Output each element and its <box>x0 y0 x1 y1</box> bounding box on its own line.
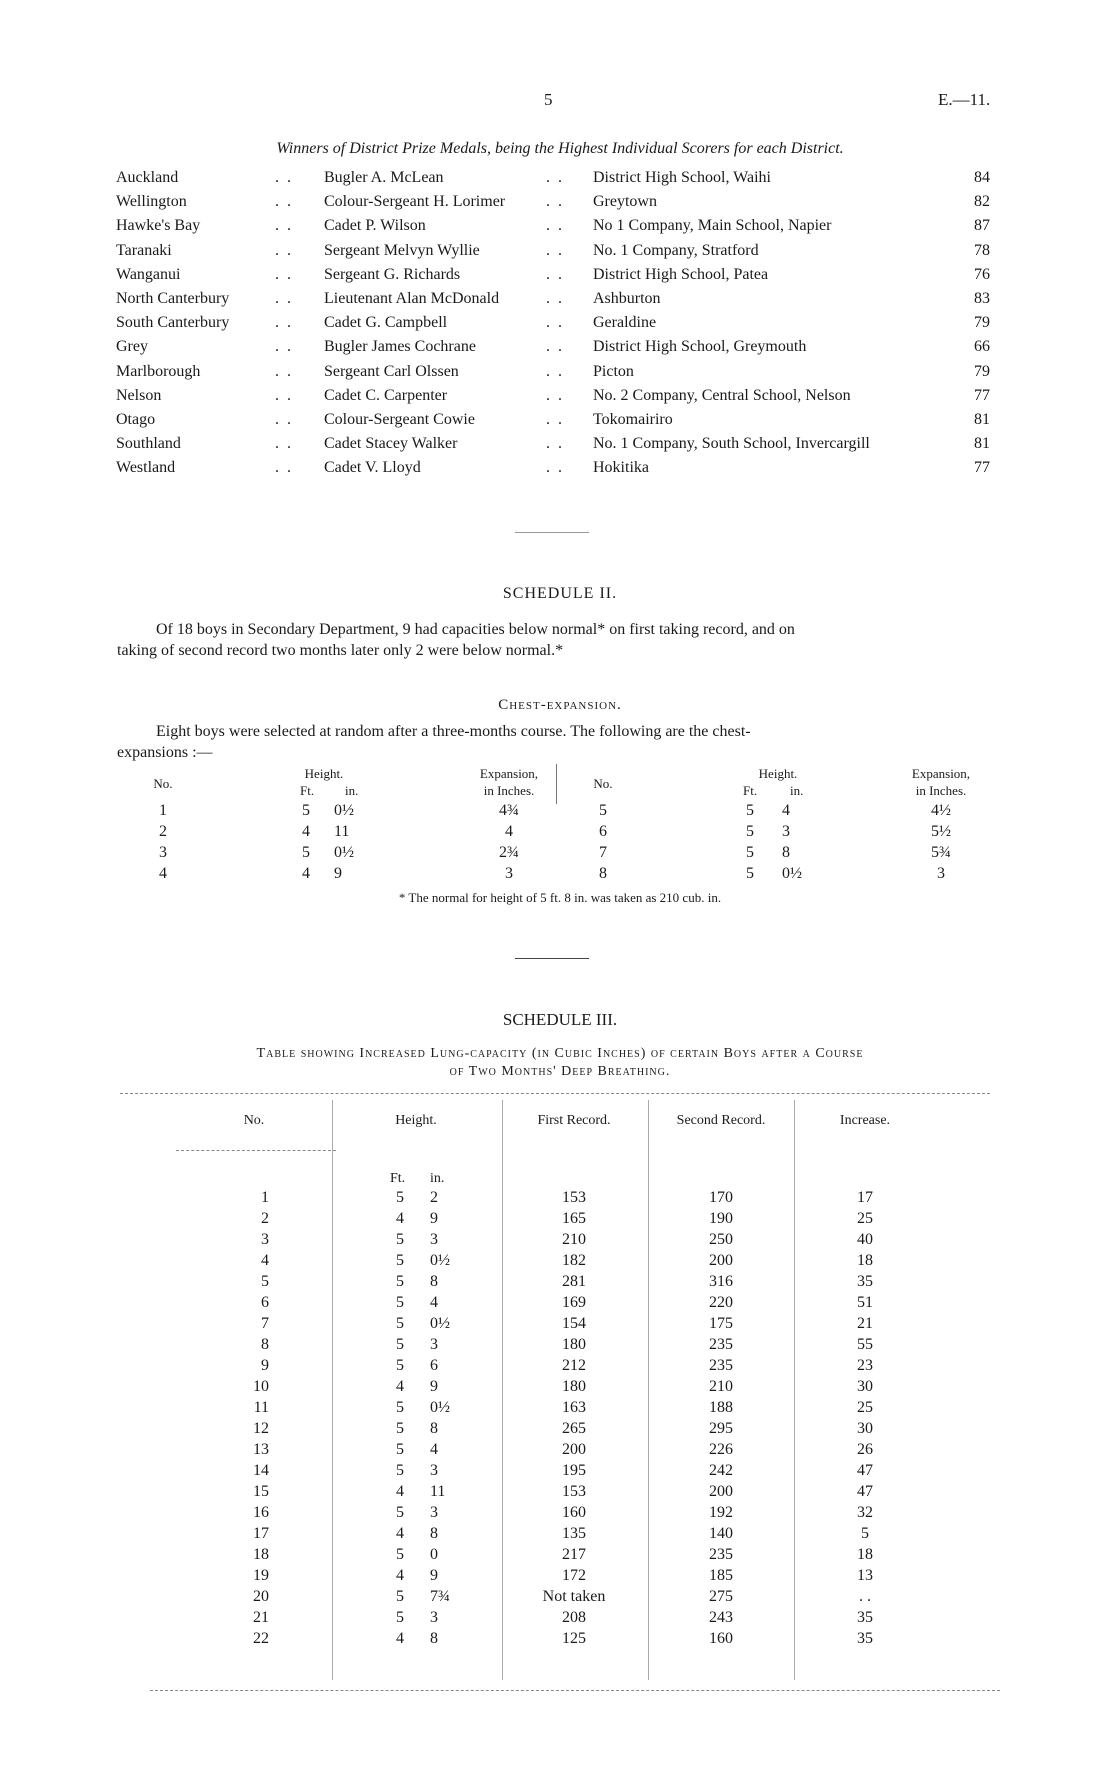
lung-increase: 47 <box>857 1483 873 1500</box>
lung-no: 8 <box>261 1336 269 1353</box>
medal-winner: Sergeant Carl Olssen <box>324 362 459 380</box>
leader-dots: . . <box>546 217 564 235</box>
leader-dots: . . <box>275 290 293 307</box>
chest-in: 0½ <box>782 865 802 882</box>
medal-school: No. 2 Company, Central School, Nelson <box>593 386 851 404</box>
lung-ft: 5 <box>396 1609 404 1626</box>
leader-dots: . . <box>275 217 293 235</box>
medals-title: Winners of District Prize Medals, being the Highest Individual Scorers for each District. <box>276 140 844 157</box>
lung-increase: 17 <box>857 1189 873 1206</box>
medal-district: Nelson <box>116 386 162 404</box>
lung-no: 19 <box>253 1567 269 1584</box>
lung-second-record: 295 <box>709 1420 733 1437</box>
lung-ft: 4 <box>396 1630 404 1647</box>
medal-winner: Colour-Sergeant H. Lorimer <box>324 193 506 211</box>
lung-increase: 26 <box>857 1441 873 1458</box>
leader-dots: . . <box>275 362 293 380</box>
lung-ft: 5 <box>396 1504 404 1521</box>
lung-col-no: No. <box>243 1113 265 1128</box>
chest-ft: 5 <box>746 802 754 819</box>
header-underline <box>176 1150 336 1151</box>
lung-ft: 5 <box>396 1462 404 1479</box>
lung-first-record: Not taken <box>542 1588 606 1605</box>
chest-expansion-heading: Chest-expansion. <box>498 697 622 713</box>
medal-winner: Sergeant Melvyn Wyllie <box>324 241 480 259</box>
lung-no: 15 <box>253 1483 269 1500</box>
lung-in: 9 <box>430 1567 438 1584</box>
lung-increase: 25 <box>857 1399 873 1416</box>
lung-increase: 18 <box>857 1252 873 1269</box>
lung-increase: 35 <box>857 1609 873 1626</box>
medal-score: 66 <box>974 338 990 356</box>
medal-winner: Colour-Sergeant Cowie <box>324 411 475 428</box>
medal-district: Hawke's Bay <box>116 217 201 235</box>
document-reference: E.—11. <box>938 90 991 109</box>
leader-dots: . . <box>546 290 564 307</box>
medal-score: 81 <box>974 435 990 453</box>
medal-school: Geraldine <box>593 314 657 332</box>
lung-second-record: 140 <box>709 1525 733 1542</box>
lung-in: 7¾ <box>430 1588 450 1605</box>
schedule-3-heading: SCHEDULE III. <box>502 1010 618 1029</box>
lung-second-record: 210 <box>709 1378 733 1395</box>
lung-second-record: 316 <box>709 1273 733 1290</box>
table-top-rule <box>120 1093 990 1094</box>
medal-district: Otago <box>116 411 156 428</box>
lung-in: 3 <box>430 1231 438 1248</box>
lung-ft: 5 <box>396 1357 404 1374</box>
medal-school: Hokitika <box>593 459 649 477</box>
lung-in: 2 <box>430 1189 438 1206</box>
medal-school: District High School, Waihi <box>593 169 771 186</box>
schedule-2-paragraph-line-1: Of 18 boys in Secondary Department, 9 had capacities below normal* on first taking record, and on <box>156 621 795 638</box>
chest-no: 1 <box>159 802 167 819</box>
lung-first-record: 160 <box>562 1504 586 1521</box>
lung-no: 5 <box>261 1273 269 1290</box>
lung-no: 17 <box>253 1525 269 1542</box>
medal-school: No. 1 Company, Stratford <box>593 241 759 259</box>
leader-dots: . . <box>275 459 293 477</box>
lung-in: 0½ <box>430 1252 450 1269</box>
lung-increase: 32 <box>857 1504 873 1521</box>
lung-second-record: 275 <box>709 1588 733 1605</box>
lung-second-record: 188 <box>709 1399 733 1416</box>
schedule-2-paragraph-line-2: taking of second record two months later only 2 were below normal.* <box>117 642 564 659</box>
lung-col-first-record: First Record. <box>537 1113 611 1128</box>
lung-in: 9 <box>430 1378 438 1395</box>
lung-increase: 21 <box>857 1315 873 1332</box>
chest-in: 9 <box>334 865 342 882</box>
medal-winner: Cadet C. Carpenter <box>324 386 448 404</box>
lung-increase: 18 <box>857 1546 873 1563</box>
lung-second-record: 170 <box>709 1189 733 1206</box>
lung-increase: 35 <box>857 1273 873 1290</box>
lung-first-record: 182 <box>562 1252 586 1269</box>
chest-ft: 5 <box>302 802 310 819</box>
chest-col-height: Height. <box>304 766 344 781</box>
lung-first-record: 200 <box>562 1441 586 1458</box>
lung-second-record: 243 <box>709 1609 733 1626</box>
lung-increase: 13 <box>857 1567 873 1584</box>
lung-increase: 30 <box>857 1420 873 1437</box>
lung-first-record: 195 <box>562 1462 586 1479</box>
medal-winner: Cadet P. Wilson <box>324 217 426 235</box>
leader-dots: . . <box>546 386 564 404</box>
lung-ft: 5 <box>396 1231 404 1248</box>
chest-col-expansion-right: Expansion, <box>911 766 971 781</box>
lung-first-record: 180 <box>562 1378 586 1395</box>
chest-no: 4 <box>159 865 167 882</box>
lung-ft: 5 <box>396 1315 404 1332</box>
chest-col-height-right: Height. <box>758 766 798 781</box>
leader-dots: . . <box>275 435 293 453</box>
leader-dots: . . <box>546 169 564 186</box>
lung-ft: 5 <box>396 1399 404 1416</box>
lung-ft: 5 <box>396 1546 404 1563</box>
section-divider <box>515 532 589 533</box>
medal-district: Taranaki <box>116 241 172 259</box>
chest-expansion: 5½ <box>931 823 951 840</box>
leader-dots: . . <box>275 411 293 428</box>
lung-no: 4 <box>261 1252 269 1269</box>
table-bottom-rule <box>150 1690 1000 1691</box>
leader-dots: . . <box>546 241 564 259</box>
chest-expansion-line-2: expansions :— <box>117 744 213 761</box>
lung-first-record: 217 <box>562 1546 586 1563</box>
medal-score: 84 <box>974 169 990 186</box>
chest-expansion: 4½ <box>931 802 951 819</box>
leader-dots: . . <box>546 435 564 453</box>
lung-first-record: 281 <box>562 1273 586 1290</box>
lung-first-record: 208 <box>562 1609 586 1626</box>
chest-no: 6 <box>599 823 607 840</box>
lung-ft: 5 <box>396 1336 404 1353</box>
lung-no: 20 <box>253 1588 269 1605</box>
lung-first-record: 153 <box>562 1483 586 1500</box>
lung-increase: 55 <box>857 1336 873 1353</box>
lung-in: 9 <box>430 1210 438 1227</box>
lung-first-record: 135 <box>562 1525 586 1542</box>
medal-score: 87 <box>974 217 990 235</box>
lung-divider-4 <box>794 1100 795 1680</box>
lung-unit-in: in. <box>430 1171 445 1186</box>
chest-expansion: 4 <box>505 823 513 840</box>
chest-in: 0½ <box>334 802 354 819</box>
lung-first-record: 265 <box>562 1420 586 1437</box>
chest-expansion: 5¾ <box>931 844 951 861</box>
chest-col-expansion: Expansion, <box>479 766 539 781</box>
medal-score: 76 <box>974 265 990 283</box>
medal-school: District High School, Patea <box>593 265 769 283</box>
lung-no: 3 <box>261 1231 269 1248</box>
chest-col-no-right: No. <box>593 776 613 791</box>
chest-col-ft-right: Ft. <box>743 783 758 798</box>
chest-col-no: No. <box>153 776 173 791</box>
lung-in: 3 <box>430 1504 438 1521</box>
chest-no: 2 <box>159 823 167 840</box>
leader-dots: . . <box>546 338 564 356</box>
page-number: 5 <box>544 90 553 109</box>
medal-school: Ashburton <box>593 290 661 307</box>
lung-first-record: 169 <box>562 1294 586 1311</box>
lung-in: 8 <box>430 1420 438 1437</box>
lung-ft: 5 <box>396 1252 404 1269</box>
leader-dots: . . <box>546 265 564 283</box>
chest-in: 11 <box>334 823 350 840</box>
lung-no: 16 <box>253 1504 269 1521</box>
medal-winner: Bugler James Cochrane <box>324 338 476 356</box>
chest-in: 8 <box>782 844 790 861</box>
chest-column-divider <box>556 764 557 804</box>
medal-winner: Cadet G. Campbell <box>324 314 448 332</box>
lung-increase: 40 <box>857 1231 873 1248</box>
leader-dots: . . <box>275 314 293 332</box>
leader-dots: . . <box>275 193 293 211</box>
chest-no: 8 <box>599 865 607 882</box>
chest-ft: 5 <box>746 844 754 861</box>
lung-no: 18 <box>253 1546 269 1563</box>
lung-no: 2 <box>261 1210 269 1227</box>
lung-increase: 51 <box>857 1294 873 1311</box>
lung-ft: 5 <box>396 1294 404 1311</box>
lung-increase: 23 <box>857 1357 873 1374</box>
lung-col-increase: Increase. <box>839 1113 891 1128</box>
lung-no: 10 <box>253 1378 269 1395</box>
chest-in: 3 <box>782 823 790 840</box>
lung-first-record: 153 <box>562 1189 586 1206</box>
lung-in: 0 <box>430 1546 438 1563</box>
medal-score: 81 <box>974 411 990 428</box>
lung-second-record: 200 <box>709 1252 733 1269</box>
lung-ft: 5 <box>396 1273 404 1290</box>
chest-in: 0½ <box>334 844 354 861</box>
lung-no: 14 <box>253 1462 269 1479</box>
lung-in: 3 <box>430 1462 438 1479</box>
medal-school: Greytown <box>593 193 657 211</box>
medal-district: North Canterbury <box>116 290 230 307</box>
lung-in: 4 <box>430 1441 438 1458</box>
medal-score: 77 <box>974 386 990 404</box>
lung-divider-1 <box>332 1100 333 1680</box>
schedule-3-title-line-1: Table showing Increased Lung-capacity (in Cubic Inches) of certain Boys after a Course <box>256 1046 864 1061</box>
lung-unit-ft: Ft. <box>390 1171 406 1186</box>
lung-in: 8 <box>430 1630 438 1647</box>
chest-col-ft: Ft. <box>300 783 315 798</box>
medal-winner: Cadet V. Lloyd <box>324 459 421 477</box>
lung-no: 6 <box>261 1294 269 1311</box>
lung-ft: 5 <box>396 1588 404 1605</box>
medal-district: Auckland <box>116 169 179 186</box>
lung-no: 11 <box>253 1399 269 1416</box>
chest-col-expansion-unit-right: in Inches. <box>915 783 967 798</box>
lung-col-second-record: Second Record. <box>676 1113 766 1128</box>
lung-second-record: 235 <box>709 1336 733 1353</box>
leader-dots: . . <box>275 169 293 186</box>
lung-second-record: 185 <box>709 1567 733 1584</box>
lung-second-record: 235 <box>709 1546 733 1563</box>
chest-no: 5 <box>599 802 607 819</box>
lung-in: 3 <box>430 1609 438 1626</box>
chest-expansion: 4¾ <box>499 802 519 819</box>
chest-no: 3 <box>159 844 167 861</box>
lung-second-record: 175 <box>709 1315 733 1332</box>
medal-score: 79 <box>974 314 990 332</box>
chest-no: 7 <box>599 844 607 861</box>
chest-col-expansion-unit: in Inches. <box>483 783 535 798</box>
lung-first-record: 212 <box>562 1357 586 1374</box>
leader-dots: . . <box>546 314 564 332</box>
medal-score: 78 <box>974 241 990 259</box>
lung-second-record: 190 <box>709 1210 733 1227</box>
lung-ft: 5 <box>396 1441 404 1458</box>
medal-score: 79 <box>974 362 990 380</box>
medal-winner: Cadet Stacey Walker <box>324 435 458 453</box>
chest-ft: 4 <box>302 823 310 840</box>
lung-first-record: 154 <box>562 1315 586 1332</box>
medal-winner: Sergeant G. Richards <box>324 265 461 283</box>
chest-expansion: 3 <box>937 865 945 882</box>
chest-col-in: in. <box>345 783 359 798</box>
lung-in: 6 <box>430 1357 438 1374</box>
lung-divider-3 <box>648 1100 649 1680</box>
lung-no: 22 <box>253 1630 269 1647</box>
leader-dots: . . <box>275 338 293 356</box>
leader-dots: . . <box>546 459 564 477</box>
medal-school: District High School, Greymouth <box>593 338 807 356</box>
lung-ft: 5 <box>396 1189 404 1206</box>
lung-ft: 5 <box>396 1420 404 1437</box>
leader-dots: . . <box>546 411 564 428</box>
lung-second-record: 160 <box>709 1630 733 1647</box>
lung-no: 1 <box>261 1189 269 1206</box>
lung-increase: 47 <box>857 1462 873 1479</box>
lung-ft: 4 <box>396 1525 404 1542</box>
leader-dots: . . <box>275 386 293 404</box>
lung-in: 11 <box>430 1483 446 1500</box>
medal-district: Westland <box>116 459 176 477</box>
lung-increase: 30 <box>857 1378 873 1395</box>
section-divider-2 <box>515 958 589 959</box>
lung-increase: 35 <box>857 1630 873 1647</box>
medal-score: 77 <box>974 459 990 477</box>
lung-in: 0½ <box>430 1399 450 1416</box>
lung-second-record: 192 <box>709 1504 733 1521</box>
chest-expansion: 3 <box>505 865 513 882</box>
lung-increase: . . <box>859 1588 871 1605</box>
lung-second-record: 250 <box>709 1231 733 1248</box>
schedule-2-heading: SCHEDULE II. <box>502 585 618 602</box>
lung-no: 12 <box>253 1420 269 1437</box>
lung-in: 4 <box>430 1294 438 1311</box>
lung-ft: 4 <box>396 1567 404 1584</box>
medal-district: Southland <box>116 435 181 453</box>
lung-second-record: 242 <box>709 1462 733 1479</box>
medal-school: No 1 Company, Main School, Napier <box>593 217 832 235</box>
medal-district: Marlborough <box>116 362 201 380</box>
chest-expansion: 2¾ <box>499 844 519 861</box>
lung-no: 7 <box>261 1315 269 1332</box>
chest-expansion-line-1: Eight boys were selected at random after a three-months course. The following are the chest- <box>156 723 751 740</box>
lung-no: 9 <box>261 1357 269 1374</box>
chest-in: 4 <box>782 802 790 819</box>
lung-first-record: 180 <box>562 1336 586 1353</box>
lung-first-record: 172 <box>562 1567 586 1584</box>
medal-winner: Lieutenant Alan McDonald <box>324 290 500 307</box>
medal-winner: Bugler A. McLean <box>324 169 444 186</box>
lung-increase: 5 <box>861 1525 869 1542</box>
lung-in: 8 <box>430 1273 438 1290</box>
leader-dots: . . <box>546 362 564 380</box>
lung-second-record: 235 <box>709 1357 733 1374</box>
lung-first-record: 210 <box>562 1231 586 1248</box>
chest-ft: 5 <box>746 865 754 882</box>
lung-ft: 4 <box>396 1483 404 1500</box>
chest-ft: 5 <box>746 823 754 840</box>
lung-first-record: 165 <box>562 1210 586 1227</box>
lung-second-record: 220 <box>709 1294 733 1311</box>
medal-school: Tokomairiro <box>593 411 673 428</box>
leader-dots: . . <box>546 193 564 211</box>
lung-no: 13 <box>253 1441 269 1458</box>
medal-score: 82 <box>974 193 990 211</box>
lung-second-record: 200 <box>709 1483 733 1500</box>
chest-col-in-right: in. <box>790 783 804 798</box>
leader-dots: . . <box>275 241 293 259</box>
medal-district: Wellington <box>116 193 187 211</box>
chest-ft: 5 <box>302 844 310 861</box>
lung-in: 8 <box>430 1525 438 1542</box>
lung-divider-2 <box>502 1100 503 1680</box>
lung-ft: 4 <box>396 1210 404 1227</box>
schedule-3-title-line-2: of Two Months' Deep Breathing. <box>449 1064 671 1079</box>
lung-increase: 25 <box>857 1210 873 1227</box>
chest-ft: 4 <box>302 865 310 882</box>
lung-second-record: 226 <box>709 1441 733 1458</box>
medal-district: Wanganui <box>116 265 181 283</box>
lung-col-height: Height. <box>395 1113 437 1128</box>
lung-first-record: 163 <box>562 1399 586 1416</box>
medal-school: No. 1 Company, South School, Invercargill <box>593 435 870 453</box>
lung-in: 3 <box>430 1336 438 1353</box>
medal-district: Grey <box>116 338 148 356</box>
medal-score: 83 <box>974 290 990 307</box>
lung-in: 0½ <box>430 1315 450 1332</box>
lung-no: 21 <box>253 1609 269 1626</box>
leader-dots: . . <box>275 265 293 283</box>
schedule-2-footnote: * The normal for height of 5 ft. 8 in. was taken as 210 cub. in. <box>398 890 722 905</box>
medal-school: Picton <box>593 362 634 380</box>
medal-district: South Canterbury <box>116 314 230 332</box>
lung-ft: 4 <box>396 1378 404 1395</box>
lung-first-record: 125 <box>562 1630 586 1647</box>
